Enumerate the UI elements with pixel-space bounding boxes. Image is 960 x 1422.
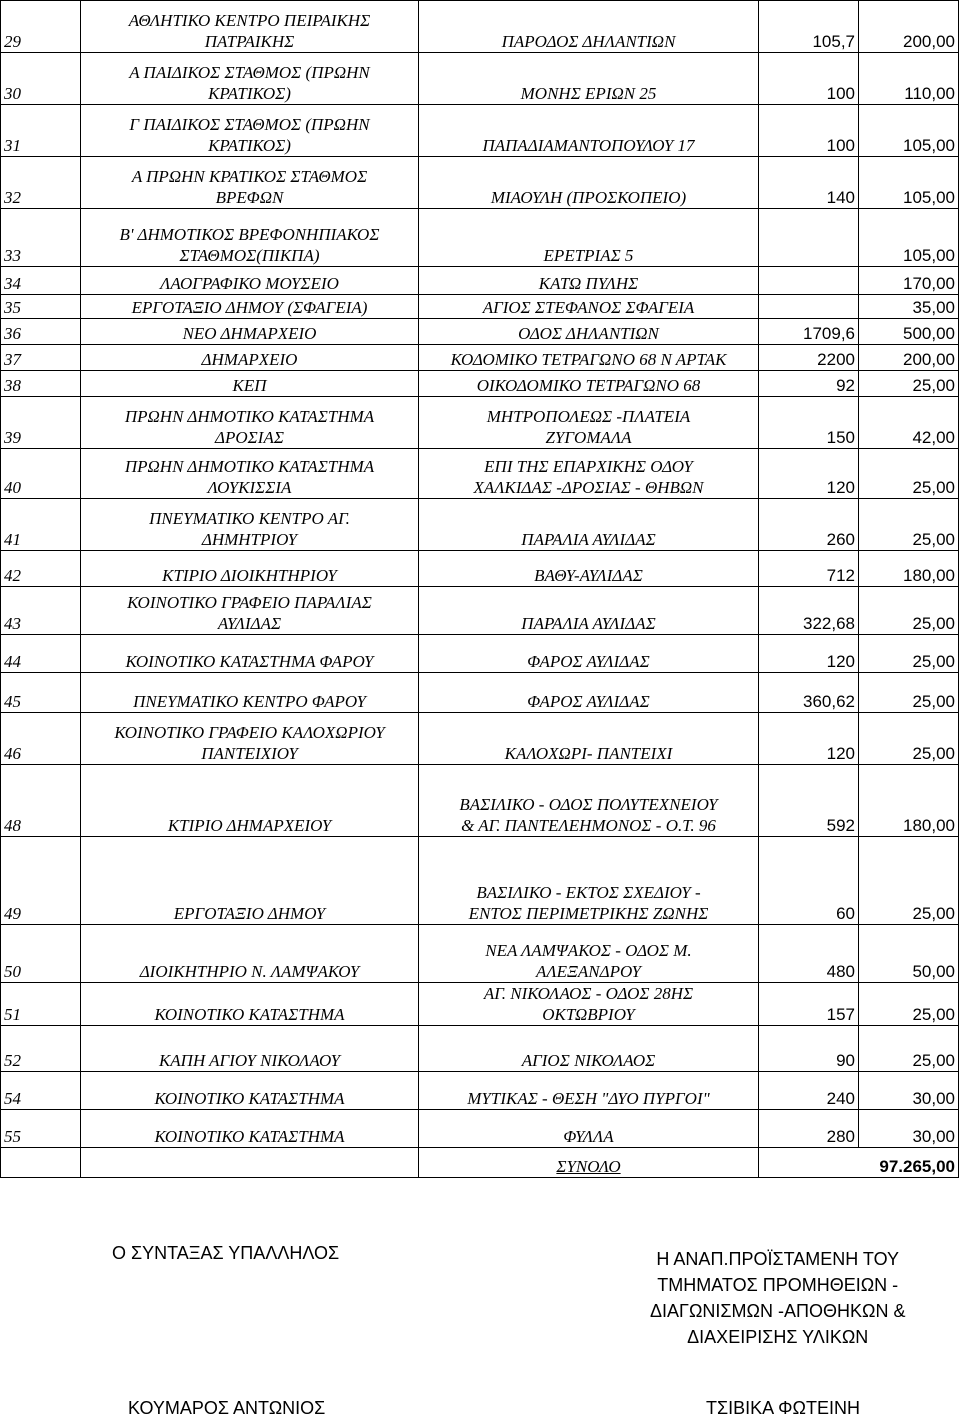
row-number: 32 — [1, 157, 81, 209]
property-rent: 42,00 — [859, 397, 959, 449]
property-rent: 25,00 — [859, 587, 959, 635]
property-rent: 200,00 — [859, 1, 959, 53]
property-address-line: ΚΑΤΩ ΠΥΛΗΣ — [538, 274, 639, 293]
supervisor-title-line-2: ΤΜΗΜΑΤΟΣ ΠΡΟΜΗΘΕΙΩΝ - — [657, 1275, 899, 1295]
table-row — [1, 635, 959, 673]
property-address — [419, 713, 759, 765]
property-name — [81, 499, 419, 551]
property-address-line: ΠΑΡΟΔΟΣ ΔΗΛΑΝΤΙΩΝ — [501, 32, 676, 51]
clerk-signature-block — [112, 1240, 339, 1266]
table-row — [1, 209, 959, 267]
total-row — [1, 1148, 959, 1178]
property-name-line: ΝΕΟ ΔΗΜΑΡΧΕΙΟ — [182, 324, 317, 343]
property-name-line: ΠΑΤΡΑΙΚΗΣ — [204, 32, 295, 51]
property-area: 150 — [759, 397, 859, 449]
property-area — [759, 267, 859, 295]
property-address-line: ΚΟΔΟΜΙΚΟ ΤΕΤΡΑΓΩΝΟ 68 Ν ΑΡΤΑΚ — [450, 350, 727, 369]
row-number: 46 — [1, 713, 81, 765]
property-address-line: ΚΑΛΟΧΩΡΙ- ΠΑΝΤΕΙΧΙ — [504, 744, 673, 763]
row-number: 41 — [1, 499, 81, 551]
property-address-line: ΑΓ. ΝΙΚΟΛΑΟΣ - ΟΔΟΣ 28ΗΣ — [483, 984, 694, 1003]
property-area — [759, 295, 859, 319]
property-name-line: ΠΑΝΤΕΙΧΙΟΥ — [201, 744, 298, 763]
property-address-line: ΕΠΙ ΤΗΣ ΕΠΑΡΧΙΚΗΣ ΟΔΟΥ — [484, 457, 693, 476]
property-name-line: Α ΠΡΩΗΝ ΚΡΑΤΙΚΟΣ ΣΤΑΘΜΟΣ — [131, 167, 368, 186]
property-address — [419, 209, 759, 267]
property-address — [419, 925, 759, 983]
property-address — [419, 635, 759, 673]
property-name-line: ΑΥΛΙΔΑΣ — [217, 614, 282, 633]
property-area: 120 — [759, 449, 859, 499]
property-rent: 25,00 — [859, 713, 959, 765]
table-row — [1, 267, 959, 295]
property-area: 92 — [759, 371, 859, 397]
row-number: 30 — [1, 53, 81, 105]
row-number: 33 — [1, 209, 81, 267]
table-row — [1, 345, 959, 371]
supervisor-title-line-4: ΔΙΑΧΕΙΡΙΣΗΣ ΥΛΙΚΩΝ — [687, 1327, 869, 1347]
property-name — [81, 635, 419, 673]
table-row — [1, 837, 959, 925]
property-name-line: ΔΗΜΗΤΡΙΟΥ — [201, 530, 298, 549]
property-name — [81, 267, 419, 295]
property-address-line: & ΑΓ. ΠΑΝΤΕΛΕΗΜΟΝΟΣ - Ο.Τ. 96 — [461, 816, 716, 835]
total-label: ΣΥΝΟΛΟ — [419, 1148, 759, 1178]
property-rent: 25,00 — [859, 1026, 959, 1072]
property-area: 712 — [759, 551, 859, 587]
property-address — [419, 319, 759, 345]
property-name-line: ΚΟΙΝΟΤΙΚΟ ΚΑΤΑΣΤΗΜΑ ΦΑΡΟΥ — [125, 652, 374, 671]
row-number: 39 — [1, 397, 81, 449]
property-area: 105,7 — [759, 1, 859, 53]
table-row — [1, 983, 959, 1026]
property-address — [419, 449, 759, 499]
property-address — [419, 499, 759, 551]
property-rent: 30,00 — [859, 1072, 959, 1110]
property-address — [419, 295, 759, 319]
table-row — [1, 319, 959, 345]
table-body — [1, 1, 959, 1148]
row-number: 29 — [1, 1, 81, 53]
table-row — [1, 1, 959, 53]
table-row — [1, 157, 959, 209]
property-address-line: ΜΗΤΡΟΠΟΛΕΩΣ -ΠΛΑΤΕΙΑ — [486, 407, 691, 426]
row-number: 45 — [1, 673, 81, 713]
property-name-line: ΚΟΙΝΟΤΙΚΟ ΓΡΑΦΕΙΟ ΠΑΡΑΛΙΑΣ — [127, 593, 372, 612]
property-name — [81, 551, 419, 587]
property-name-line: ΛΑΟΓΡΑΦΙΚΟ ΜΟΥΣΕΙΟ — [160, 274, 339, 293]
property-area: 592 — [759, 765, 859, 837]
clerk-title: Ο ΣΥΝΤΑΞΑΣ ΥΠΑΛΛΗΛΟΣ — [112, 1243, 340, 1263]
property-address — [419, 837, 759, 925]
row-number: 44 — [1, 635, 81, 673]
property-address — [419, 267, 759, 295]
property-address-line: ΑΛΕΞΑΝΔΡΟΥ — [535, 962, 642, 981]
property-area: 260 — [759, 499, 859, 551]
property-rent: 25,00 — [859, 371, 959, 397]
property-address — [419, 53, 759, 105]
property-name-line: ΠΡΩΗΝ ΔΗΜΟΤΙΚΟ ΚΑΤΑΣΤΗΜΑ — [124, 457, 375, 476]
property-address-line: ΦΑΡΟΣ ΑΥΛΙΔΑΣ — [527, 652, 650, 671]
property-area: 120 — [759, 713, 859, 765]
property-name-line: ΚΕΠ — [232, 376, 267, 395]
property-area — [759, 209, 859, 267]
property-name-line: ΚΤΙΡΙΟ ΔΙΟΙΚΗΤΗΡΙΟΥ — [162, 566, 337, 585]
property-rent: 180,00 — [859, 551, 959, 587]
property-area: 60 — [759, 837, 859, 925]
property-rent: 25,00 — [859, 983, 959, 1026]
table-row — [1, 1026, 959, 1072]
property-name-line: ΔΙΟΙΚΗΤΗΡΙΟ Ν. ΛΑΜΨΑΚΟΥ — [139, 962, 360, 981]
property-name — [81, 713, 419, 765]
property-address — [419, 345, 759, 371]
row-number: 55 — [1, 1110, 81, 1148]
property-name — [81, 295, 419, 319]
property-address-line: ΟΚΤΩΒΡΙΟΥ — [542, 1005, 635, 1024]
property-name — [81, 1026, 419, 1072]
row-number: 37 — [1, 345, 81, 371]
property-address-line: ΜΟΝΗΣ ΕΡΙΩΝ 25 — [520, 84, 657, 103]
property-name-line: ΠΝΕΥΜΑΤΙΚΟ ΚΕΝΤΡΟ ΦΑΡΟΥ — [133, 692, 366, 711]
property-rent: 25,00 — [859, 635, 959, 673]
property-name — [81, 925, 419, 983]
property-rent: 200,00 — [859, 345, 959, 371]
row-number: 54 — [1, 1072, 81, 1110]
property-area: 240 — [759, 1072, 859, 1110]
property-address-line: ΑΓΙΟΣ ΣΤΕΦΑΝΟΣ ΣΦΑΓΕΙΑ — [482, 298, 695, 317]
table-row — [1, 371, 959, 397]
row-number: 52 — [1, 1026, 81, 1072]
table-row — [1, 53, 959, 105]
property-area: 322,68 — [759, 587, 859, 635]
property-rent: 180,00 — [859, 765, 959, 837]
property-rent: 50,00 — [859, 925, 959, 983]
property-address — [419, 371, 759, 397]
property-address-line: ΦΥΛΛΑ — [563, 1127, 614, 1146]
property-address — [419, 551, 759, 587]
property-address-line: ΧΑΛΚΙΔΑΣ -ΔΡΟΣΙΑΣ - ΘΗΒΩΝ — [473, 478, 704, 497]
property-name — [81, 53, 419, 105]
property-name-line: ΚΟΙΝΟΤΙΚΟ ΚΑΤΑΣΤΗΜΑ — [154, 1127, 345, 1146]
row-number: 36 — [1, 319, 81, 345]
property-rent: 30,00 — [859, 1110, 959, 1148]
property-address — [419, 397, 759, 449]
property-address — [419, 983, 759, 1026]
property-rent: 35,00 — [859, 295, 959, 319]
table-row — [1, 397, 959, 449]
property-name — [81, 397, 419, 449]
property-name — [81, 1, 419, 53]
property-name-line: Γ ΠΑΙΔΙΚΟΣ ΣΤΑΘΜΟΣ (ΠΡΩΗΝ — [129, 115, 370, 134]
property-address-line: ΕΡΕΤΡΙΑΣ 5 — [543, 246, 634, 265]
property-address-line: ΝΕΑ ΛΑΜΨΑΚΟΣ - ΟΔΟΣ Μ. — [485, 941, 692, 960]
row-number: 38 — [1, 371, 81, 397]
property-address-line: ΜΙΑΟΥΛΗ (ΠΡΟΣΚΟΠΕΙΟ) — [490, 188, 687, 207]
row-number: 40 — [1, 449, 81, 499]
property-name — [81, 319, 419, 345]
property-area: 360,62 — [759, 673, 859, 713]
row-number: 34 — [1, 267, 81, 295]
property-address — [419, 1, 759, 53]
row-number: 50 — [1, 925, 81, 983]
property-address-line: ΠΑΡΑΛΙΑ ΑΥΛΙΔΑΣ — [521, 614, 656, 633]
property-area: 120 — [759, 635, 859, 673]
property-address-line: ΒΑΣΙΛΙΚΟ - ΟΔΟΣ ΠΟΛΥΤΕΧΝΕΙΟΥ — [459, 795, 718, 814]
property-area: 280 — [759, 1110, 859, 1148]
supervisor-title-line-3: ΔΙΑΓΩΝΙΣΜΩΝ -ΑΠΟΘΗΚΩΝ & — [650, 1301, 906, 1321]
property-area: 157 — [759, 983, 859, 1026]
table-row — [1, 713, 959, 765]
property-name — [81, 765, 419, 837]
property-rent: 25,00 — [859, 499, 959, 551]
property-address — [419, 1110, 759, 1148]
row-number: 48 — [1, 765, 81, 837]
property-name-line: ΚΟΙΝΟΤΙΚΟ ΚΑΤΑΣΤΗΜΑ — [154, 1089, 345, 1108]
property-rent: 25,00 — [859, 837, 959, 925]
property-rent: 110,00 — [859, 53, 959, 105]
property-name — [81, 1072, 419, 1110]
property-address-line: ΒΑΘΥ-ΑΥΛΙΔΑΣ — [534, 566, 643, 585]
supervisor-signature-block — [650, 1246, 905, 1350]
property-rent: 25,00 — [859, 673, 959, 713]
supervisor-name: ΤΣΙΒΙΚΑ ΦΩΤΕΙΝΗ — [706, 1398, 860, 1418]
property-address — [419, 673, 759, 713]
property-name-line: ΒΡΕΦΩΝ — [215, 188, 284, 207]
property-address-line: ΠΑΡΑΛΙΑ ΑΥΛΙΔΑΣ — [521, 530, 656, 549]
table-row — [1, 105, 959, 157]
property-area: 100 — [759, 53, 859, 105]
property-address-line: ΟΙΚΟΔΟΜΙΚΟ ΤΕΤΡΑΓΩΝΟ 68 — [476, 376, 701, 395]
property-name — [81, 209, 419, 267]
table-row — [1, 551, 959, 587]
property-address — [419, 587, 759, 635]
table-row — [1, 1072, 959, 1110]
table-row — [1, 449, 959, 499]
property-area: 90 — [759, 1026, 859, 1072]
row-number: 42 — [1, 551, 81, 587]
property-name — [81, 449, 419, 499]
property-name — [81, 673, 419, 713]
property-name-line: ΠΝΕΥΜΑΤΙΚΟ ΚΕΝΤΡΟ ΑΓ. — [149, 509, 350, 528]
property-name-line: ΣΤΑΘΜΟΣ(ΠΙΚΠΑ) — [179, 246, 320, 265]
table-row — [1, 1110, 959, 1148]
property-area: 1709,6 — [759, 319, 859, 345]
property-address — [419, 105, 759, 157]
property-address-line: ΠΑΠΑΔΙΑΜΑΝΤΟΠΟΥΛΟΥ 17 — [482, 136, 695, 155]
property-name-line: ΚΡΑΤΙΚΟΣ) — [208, 136, 291, 155]
property-rent: 105,00 — [859, 157, 959, 209]
property-name — [81, 837, 419, 925]
supervisor-title-line-1: Η ΑΝΑΠ.ΠΡΟΪΣΤΑΜΕΝΗ ΤΟΥ — [656, 1249, 900, 1269]
property-name-line: ΕΡΓΟΤΑΞΙΟ ΔΗΜΟΥ — [173, 904, 326, 923]
property-area: 480 — [759, 925, 859, 983]
property-name-line: ΚΟΙΝΟΤΙΚΟ ΚΑΤΑΣΤΗΜΑ — [154, 1005, 345, 1024]
property-rent: 105,00 — [859, 209, 959, 267]
property-name-line: Β' ΔΗΜΟΤΙΚΟΣ ΒΡΕΦΟΝΗΠΙΑΚΟΣ — [119, 225, 380, 244]
property-rent: 25,00 — [859, 449, 959, 499]
property-area: 2200 — [759, 345, 859, 371]
table-row — [1, 673, 959, 713]
property-address-line: ΖΥΓΟΜΑΛΑ — [545, 428, 632, 447]
property-name-line: ΚΡΑΤΙΚΟΣ) — [208, 84, 291, 103]
property-address-line: ΑΓΙΟΣ ΝΙΚΟΛΑΟΣ — [521, 1051, 656, 1070]
property-address-line: ΟΔΟΣ ΔΗΛΑΝΤΙΩΝ — [518, 324, 659, 343]
property-name — [81, 157, 419, 209]
clerk-name: ΚΟΥΜΑΡΟΣ ΑΝΤΩΝΙΟΣ — [128, 1398, 326, 1418]
property-area: 100 — [759, 105, 859, 157]
table-row — [1, 295, 959, 319]
property-rent: 500,00 — [859, 319, 959, 345]
property-name-line: ΕΡΓΟΤΑΞΙΟ ΔΗΜΟΥ (ΣΦΑΓΕΙΑ) — [131, 298, 368, 317]
property-name-line: ΚΑΠΗ ΑΓΙΟΥ ΝΙΚΟΛΑΟΥ — [158, 1051, 341, 1070]
property-address-line: ΦΑΡΟΣ ΑΥΛΙΔΑΣ — [527, 692, 650, 711]
property-name-line: ΔΗΜΑΡΧΕΙΟ — [201, 350, 298, 369]
property-rent: 170,00 — [859, 267, 959, 295]
property-name — [81, 1110, 419, 1148]
property-name-line: ΚΤΙΡΙΟ ΔΗΜΑΡΧΕΙΟΥ — [167, 816, 332, 835]
property-address — [419, 157, 759, 209]
property-address-line: ΕΝΤΟΣ ΠΕΡΙΜΕΤΡΙΚΗΣ ΖΩΝΗΣ — [468, 904, 709, 923]
property-address-line: ΒΑΣΙΛΙΚΟ - ΕΚΤΟΣ ΣΧΕΔΙΟΥ - — [476, 883, 701, 902]
row-number: 43 — [1, 587, 81, 635]
table-row — [1, 587, 959, 635]
row-number: 49 — [1, 837, 81, 925]
property-address-line: ΜΥΤΙΚΑΣ - ΘΕΣΗ "ΔΥΟ ΠΥΡΓΟΙ" — [467, 1089, 710, 1108]
property-name — [81, 105, 419, 157]
table-row — [1, 765, 959, 837]
property-name-line: Α ΠΑΙΔΙΚΟΣ ΣΤΑΘΜΟΣ (ΠΡΩΗΝ — [129, 63, 370, 82]
property-rent: 105,00 — [859, 105, 959, 157]
property-address — [419, 1026, 759, 1072]
total-value: 97.265,00 — [759, 1148, 959, 1178]
property-name — [81, 345, 419, 371]
property-name-line: ΠΡΩΗΝ ΔΗΜΟΤΙΚΟ ΚΑΤΑΣΤΗΜΑ — [124, 407, 375, 426]
property-name — [81, 371, 419, 397]
property-name-line: ΚΟΙΝΟΤΙΚΟ ΓΡΑΦΕΙΟ ΚΑΛΟΧΩΡΙΟΥ — [114, 723, 385, 742]
property-name-line: ΛΟΥΚΙΣΣΙΑ — [207, 478, 292, 497]
row-number: 35 — [1, 295, 81, 319]
property-address — [419, 1072, 759, 1110]
property-address — [419, 765, 759, 837]
table-row — [1, 925, 959, 983]
row-number: 51 — [1, 983, 81, 1026]
property-name — [81, 983, 419, 1026]
row-number: 31 — [1, 105, 81, 157]
property-name-line: ΑΘΛΗΤΙΚΟ ΚΕΝΤΡΟ ΠΕΙΡΑΙΚΗΣ — [128, 11, 371, 30]
property-name-line: ΔΡΟΣΙΑΣ — [215, 428, 284, 447]
table-row — [1, 499, 959, 551]
property-area: 140 — [759, 157, 859, 209]
property-name — [81, 587, 419, 635]
